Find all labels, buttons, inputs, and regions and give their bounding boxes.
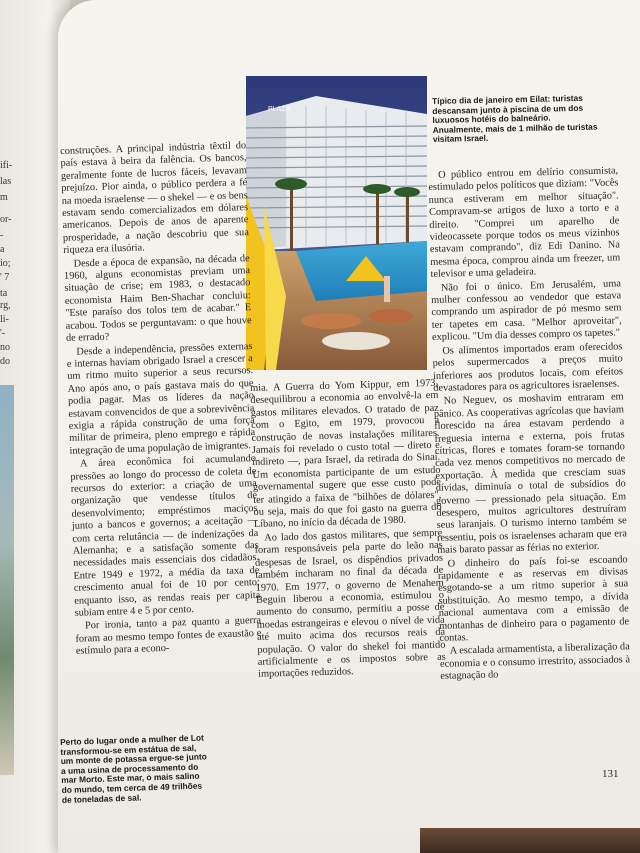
paragraph: construções. A principal indústria têxtil do país estava à beira da falência. Os bancos, geralmente fonte de lucros fáceis, levavam prejuízo. Pior ainda, o público perdera a fé na moeda israelense — o shekel — e os bens estavam sendo comercializados em dólares americanos. Depois de anos de aparente prosperidade, a nação descobriu que sua riqueza era ilusória. (60, 140, 249, 257)
page-number: 131 (602, 768, 619, 780)
paragraph: Por ironia, tanto a paz quanto a guerra foram ao mesmo tempo fontes de exaustão e estímulo para a econo- (75, 615, 262, 657)
paragraph: Não foi o único. Em Jerusalém, uma mulher confessou ao vendedor que estava comprando um aspirador de pó mesmo sem ter tapetes em casa. "Melhor aproveitar", explicou. "Um dia desses compro os tapetes." (431, 277, 622, 344)
paragraph: Ao lado dos gastos militares, que sempre foram responsáveis pela parte do leão nas despesas de Israel, os dispêndios privados também incharam no final da década de 1970. Em 1977, o governo de Menahem Beguin liberou a economia, estimulou o aumento do consumo, permitiu a posse de moedas estrangeiras e elevou o nível de vida até muito acima dos recursos reais da população. O valor do shekel foi mantido artificialmente e os impostos sobre as importações reduzidos. (254, 527, 446, 681)
left-fragment: '- (0, 328, 6, 339)
left-fragment: or- (0, 214, 12, 225)
paragraph: Desde a independência, pressões externas e internas haviam obrigado Israel a crescer a um ritmo muito superior a seus recursos. Ano após ano, o país gastava mais do que podia pagar. Mas os líderes da nação estavam convencidos de que a sobrevivência exigia a rápida construção de uma força militar de primeira, pleno emprego e rápida integração de uma população de imigrantes. (66, 340, 256, 457)
left-fragment: m (0, 192, 8, 203)
hotel-pool-photo (246, 76, 427, 370)
paragraph: Os alimentos importados eram oferecidos pelos supermercados a preços muito inferiores aos produtos locais, com efeitos devastadores para os agricultores israelenses. (432, 340, 624, 394)
left-fragment: ta (0, 288, 8, 299)
paragraph: O público entrou em delírio consumista, estimulado pelos políticos que diziam: "Vocês nunca estiveram em melhor situação". Compravam-se artigos de luxo a torto e a direito. "Comprei um aparelho de videocassete porque todos os meus vizinhos estavam comprando", diz Edi Danino. Na mesma época, comprou ainda um freezer, um televisor e uma geladeira. (428, 165, 621, 281)
paragraph: O dinheiro do país foi-se escoando rapidamente e as reservas em divisas esgotando-se a um ritmo superior à sua substituição. Ao mesmo tempo, a dívida nacional aumentava com a emissão de montanhas de dinheiro para o pagamento de contas. (437, 553, 630, 644)
left-fragment: - (0, 230, 4, 241)
paragraph: Desde a época de expansão, na década de 1960, alguns economistas previam uma situação de crise; em 1983, o destacado economista Haim Ben-Shachar concluiu: "Este paraíso dos tolos tem de acabar." E acabou. Todos se perguntavam: o que houve de errado? (63, 252, 252, 344)
paragraph: No Neguev, os moshavim entraram em pânico. As cooperativas agrícolas que haviam florescido na área estavam perdendo a freguesia interna e externa, pois frutas cítricas, flores e tomates foram-se tornando cada vez menos competitivos no mercado de exportação. À medida que cresciam suas dívidas, diminuía o total de subsídios do governo — pressionado pela situação. Em desespero, muitos agricultores destruíram seus laranjais. O turismo interno também se ressentiu, pois os israelenses acharam que era mais barato passar as férias no exterior. (433, 391, 628, 557)
left-fragment: li- (0, 314, 9, 325)
left-fragment: io; (0, 258, 11, 269)
paragraph: mia. A Guerra do Yom Kippur, em 1973, desequilibrou a economia ao envolvê-la em gastos militares elevados. O tratado de paz com o Egito, em 1979, provocou a construção de novas instalações militares. Jamais foi revelado o custo total — direto e indireto —, para Israel, da retirada do Sinai. Um economista participante de um estudo governamental sugere que esse custo pode ter atingido a faixa de "bilhões de dólares", ou seja, mais do que foi gasto na guerra do Líbano, no início da década de 1980. (250, 377, 442, 531)
text-column-3 (428, 165, 630, 683)
left-fragment: do (0, 356, 10, 367)
book-cover-edge (420, 828, 640, 853)
left-page-photo-edge (0, 385, 14, 775)
left-fragment: las (0, 176, 12, 187)
left-fragment: rg, (0, 300, 11, 311)
left-fragment: ' 7 (0, 272, 10, 283)
paragraph: A escalada armamentista, a liberalização da economia e o consumo irrestrito, associados à estagnação do (439, 641, 631, 683)
left-fragment: a (0, 244, 5, 255)
text-column-2 (250, 378, 446, 682)
text-column-1 (60, 140, 262, 658)
left-fragment: no (0, 342, 10, 353)
hotel-sign: PLAZA (268, 106, 291, 113)
paragraph: A área econômica foi acumulando pressões ao longo do processo de coleta de recursos do exterior: a criação de uma organização que vendesse títulos de desenvolvimento; empréstimos maciços junto a bancos e governos; a aceitação — com certa relutância — de indenizações da Alemanha; e a satisfação somente das necessidades mais essenciais dos cidadãos. Entre 1949 e 1972, a média da taxa de crescimento anual foi de 10 por cento; enquanto isso, as rendas reais per capita subiam entre 4 e 5 por cento. (70, 453, 261, 619)
photo-caption-top: Típico dia de janeiro em Eilat: turistas descansam junto à piscina de um dos luxuosos hotéis do balneário. Anualmente, mais de 1 milhão de turistas visitam Israel. (431, 92, 598, 145)
photo-caption-bottom: Perto do lugar onde a mulher de Lot transformou-se em estátua de sal, um monte de potassa ergue-se junto a uma usina de processamento do mar Morto. Este mar, o mais salino do mundo, tem cerca de 49 trilhões de toneladas de sal. (59, 732, 207, 805)
left-fragment: ifi- (0, 160, 13, 171)
